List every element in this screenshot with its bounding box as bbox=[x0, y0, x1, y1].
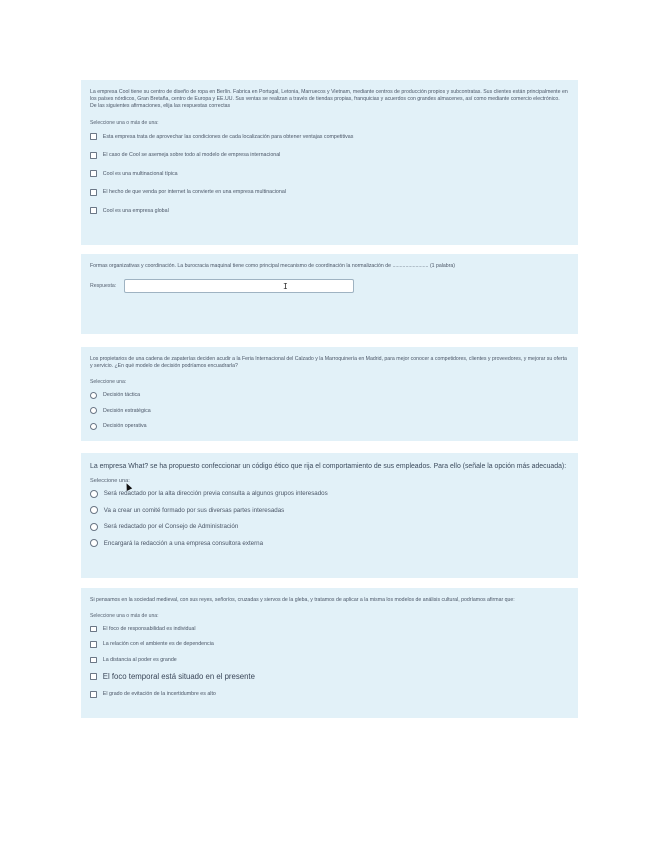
question-text: Los propietarios de una cadena de zapaterías deciden acudir a la Feria Internacional del Calzado y la Marroquinería en Madrid, para mejor conocer a competidores, clientes y proveedores, y mejorar su oferta y servicio. ¿En qué modelo de decisión podríamos encuadrarla? bbox=[90, 356, 567, 370]
radio-icon[interactable] bbox=[90, 523, 98, 531]
answer-label: Respuesta: bbox=[90, 283, 117, 290]
question-card-5 bbox=[81, 588, 578, 718]
radio-icon[interactable] bbox=[90, 490, 98, 498]
radio-icon[interactable] bbox=[90, 539, 98, 547]
select-prompt: Seleccione una o más de una: bbox=[90, 119, 159, 126]
option-3[interactable]: Cool es una multinacional típica bbox=[90, 165, 569, 184]
checkbox-icon[interactable] bbox=[90, 691, 97, 698]
checkbox-icon[interactable] bbox=[90, 657, 97, 664]
question-text: La empresa Cool tiene su centro de diseño de ropa en Berlín. Fabrica en Portugal, Letonia, Marruecos y Vietnam, mediante centros de producción propios y subcontratas. Sus clientes están principalmente en los países nórdicos, Gran Bretaña, centro de Europa y EE.UU. Sus ventas se realizan a través de tiendas propias, franquicias y acuerdos con grandes almacenes, así como mediante comercio electrónico. bbox=[90, 89, 568, 103]
checkbox-icon[interactable] bbox=[90, 170, 97, 177]
option-3[interactable]: Será redactado por el Consejo de Administración bbox=[90, 519, 569, 536]
checkbox-icon[interactable] bbox=[90, 207, 97, 214]
radio-icon[interactable] bbox=[90, 407, 97, 414]
option-4[interactable]: Encargará la redacción a una empresa consultora externa bbox=[90, 535, 569, 552]
option-1[interactable]: Esta empresa trata de aprovechar las condiciones de cada localización para obtener ventajas competitivas bbox=[90, 128, 569, 147]
checkbox-icon[interactable] bbox=[90, 133, 97, 140]
question-text: La empresa What? se ha propuesto confeccionar un código ético que rija el comportamiento de sus empleados. Para ello (señale la opción más adecuada): bbox=[90, 463, 567, 470]
checkbox-icon[interactable] bbox=[90, 673, 97, 680]
option-2[interactable]: Decisión estratégica bbox=[90, 403, 569, 419]
question-card-3 bbox=[81, 347, 578, 441]
radio-icon[interactable] bbox=[90, 392, 97, 399]
select-prompt: Seleccione una o más de una: bbox=[90, 613, 159, 620]
question-card-1 bbox=[81, 80, 578, 245]
option-5[interactable]: El grado de evitación de la incertidumbre es alto bbox=[90, 686, 569, 703]
checkbox-icon[interactable] bbox=[90, 152, 97, 159]
option-5[interactable]: Cool es una empresa global bbox=[90, 202, 569, 221]
option-1[interactable]: Será redactado por la alta dirección previa consulta a algunos grupos interesados bbox=[90, 486, 569, 503]
question-card-4 bbox=[81, 453, 578, 578]
select-prompt: Seleccione una: bbox=[90, 379, 127, 386]
radio-icon[interactable] bbox=[90, 423, 97, 430]
select-prompt: Seleccione una: bbox=[90, 477, 130, 484]
option-4[interactable]: El hecho de que venda por internet la convierte en una empresa multinacional bbox=[90, 183, 569, 202]
option-3[interactable]: La distancia al poder es grande bbox=[90, 652, 569, 668]
option-4[interactable]: El foco temporal está situado en el presente bbox=[90, 668, 569, 686]
option-2[interactable]: La relación con el ambiente es de dependencia bbox=[90, 637, 569, 653]
checkbox-icon[interactable] bbox=[90, 626, 97, 633]
option-3[interactable]: Decisión operativa bbox=[90, 418, 569, 434]
answer-input[interactable] bbox=[124, 279, 354, 293]
question-card-2 bbox=[81, 254, 578, 334]
radio-icon[interactable] bbox=[90, 506, 98, 514]
answer-row bbox=[90, 279, 569, 293]
option-2[interactable]: Va a crear un comité formado por sus diversas partes interesadas bbox=[90, 502, 569, 519]
option-1[interactable]: El foco de responsabilidad es individual bbox=[90, 621, 569, 637]
checkbox-icon[interactable] bbox=[90, 641, 97, 648]
text-cursor-icon: I bbox=[283, 282, 288, 292]
question-instruction: De las siguientes afirmaciones, elija las respuestas correctas bbox=[90, 103, 231, 110]
checkbox-icon[interactable] bbox=[90, 189, 97, 196]
option-1[interactable]: Decisión táctica bbox=[90, 387, 569, 403]
question-text: Formas organizativas y coordinación. La burocracia maquinal tiene como principal mecanismo de coordinación la normalización de ......................... (1 palabra) bbox=[90, 263, 456, 269]
question-text: Si pensamos en la sociedad medieval, con sus reyes, señoríos, cruzadas y siervos de la gleba, y tratamos de aplicar a la misma los modelos de análisis cultural, podríamos afirmar que: bbox=[90, 597, 515, 603]
option-2[interactable]: El caso de Cool se asemeja sobre todo al modelo de empresa internacional bbox=[90, 146, 569, 165]
